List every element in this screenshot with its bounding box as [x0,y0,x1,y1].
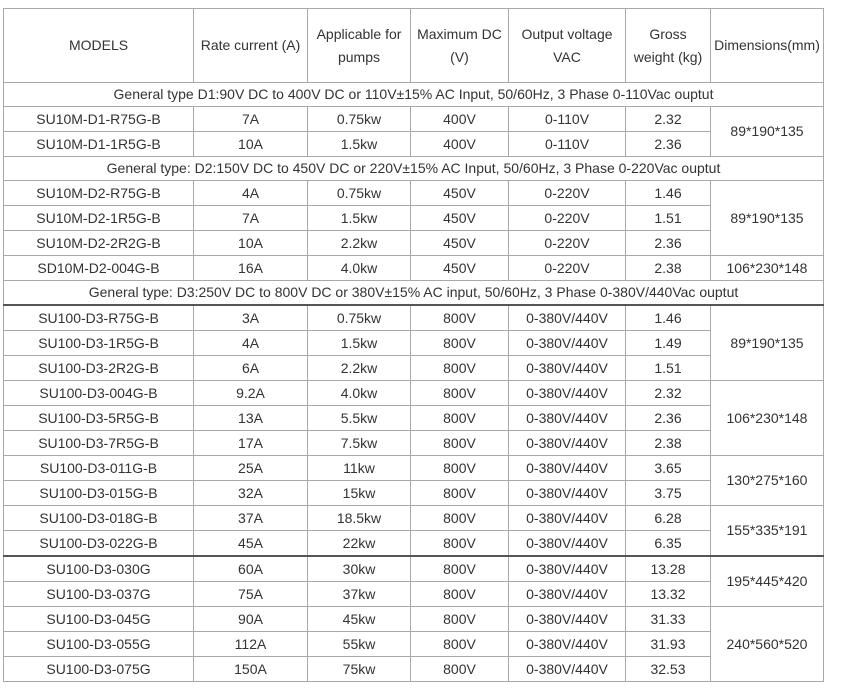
weight-cell: 2.32 [626,381,711,406]
pump-cell: 45kw [308,607,411,632]
output-cell: 0-220V [509,231,626,256]
weight-cell: 3.75 [626,481,711,506]
output-cell: 0-380V/440V [509,506,626,531]
model-cell: SU10M-D2-R75G-B [4,181,194,206]
pump-cell: 0.75kw [308,107,411,132]
max-dc-cell: 800V [411,531,509,557]
max-dc-cell: 800V [411,582,509,607]
output-cell: 0-380V/440V [509,607,626,632]
rate-cell: 45A [194,531,308,557]
rate-cell: 60A [194,556,308,582]
pump-cell: 30kw [308,556,411,582]
table-row [4,531,824,557]
pump-cell: 75kw [308,657,411,682]
output-cell: 0-380V/440V [509,456,626,481]
output-cell: 0-380V/440V [509,305,626,331]
weight-cell: 6.35 [626,531,711,557]
weight-cell: 13.32 [626,582,711,607]
table-row [4,582,824,607]
table-row [4,632,824,657]
rate-cell: 32A [194,481,308,506]
pump-cell: 2.2kw [308,356,411,381]
max-dc-cell: 800V [411,481,509,506]
weight-cell: 2.38 [626,431,711,456]
model-cell: SU10M-D2-2R2G-B [4,231,194,256]
pump-cell: 4.0kw [308,381,411,406]
model-cell: SU10M-D2-1R5G-B [4,206,194,231]
dimensions-cell: 130*275*160 [711,456,824,506]
max-dc-cell: 800V [411,305,509,331]
rate-cell: 4A [194,331,308,356]
rate-cell: 7A [194,107,308,132]
spec-table [3,8,824,682]
rate-cell: 150A [194,657,308,682]
rate-cell: 3A [194,305,308,331]
table-row [4,181,824,206]
rate-cell: 90A [194,607,308,632]
table-row [4,356,824,381]
pump-cell: 11kw [308,456,411,481]
output-cell: 0-110V [509,107,626,132]
pump-cell: 1.5kw [308,132,411,157]
max-dc-cell: 400V [411,107,509,132]
pump-cell: 18.5kw [308,506,411,531]
model-cell: SU10M-D1-R75G-B [4,107,194,132]
model-cell: SU100-D3-011G-B [4,456,194,481]
model-cell: SU100-D3-045G [4,607,194,632]
model-cell: SU100-D3-2R2G-B [4,356,194,381]
model-cell: SU100-D3-018G-B [4,506,194,531]
header-row [4,9,824,83]
max-dc-cell: 400V [411,132,509,157]
max-dc-cell: 800V [411,381,509,406]
table-row [4,481,824,506]
weight-cell: 31.93 [626,632,711,657]
weight-cell: 2.32 [626,107,711,132]
table-row [4,406,824,431]
model-cell: SU100-D3-015G-B [4,481,194,506]
output-cell: 0-220V [509,181,626,206]
model-cell: SD10M-D2-004G-B [4,256,194,281]
weight-cell: 2.36 [626,231,711,256]
model-cell: SU100-D3-037G [4,582,194,607]
max-dc-cell: 800V [411,506,509,531]
table-row [4,381,824,406]
header-rate-current: Rate current (A) [194,9,308,83]
rate-cell: 16A [194,256,308,281]
model-cell: SU100-D3-1R5G-B [4,331,194,356]
dimensions-cell: 106*230*148 [711,381,824,456]
model-cell: SU100-D3-7R5G-B [4,431,194,456]
pump-cell: 2.2kw [308,231,411,256]
rate-cell: 17A [194,431,308,456]
rate-cell: 9.2A [194,381,308,406]
pump-cell: 7.5kw [308,431,411,456]
pump-cell: 0.75kw [308,305,411,331]
dimensions-cell: 106*230*148 [711,256,824,281]
max-dc-cell: 800V [411,406,509,431]
weight-cell: 1.51 [626,206,711,231]
model-cell: SU100-D3-004G-B [4,381,194,406]
model-cell: SU100-D3-022G-B [4,531,194,557]
model-cell: SU10M-D1-1R5G-B [4,132,194,157]
group-title: General type D1:90V DC to 400V DC or 110V±15% AC Input, 50/60Hz, 3 Phase 0-110Vac ouptut [4,83,824,107]
weight-cell: 2.36 [626,406,711,431]
table-row [4,556,824,582]
pump-cell: 37kw [308,582,411,607]
pump-cell: 0.75kw [308,181,411,206]
header-applicable-pumps: Applicable for pumps [308,9,411,83]
output-cell: 0-380V/440V [509,657,626,682]
dimensions-cell: 89*190*135 [711,305,824,381]
dimensions-cell: 89*190*135 [711,181,824,256]
weight-cell: 31.33 [626,607,711,632]
weight-cell: 2.38 [626,256,711,281]
pump-cell: 55kw [308,632,411,657]
table-row [4,206,824,231]
group-title: General type: D3:250V DC to 800V DC or 380V±15% AC input, 50/60Hz, 3 Phase 0-380V/440Vac ouptut [4,281,824,306]
max-dc-cell: 800V [411,632,509,657]
pump-cell: 4.0kw [308,256,411,281]
pump-cell: 15kw [308,481,411,506]
max-dc-cell: 800V [411,331,509,356]
model-cell: SU100-D3-R75G-B [4,305,194,331]
output-cell: 0-380V/440V [509,331,626,356]
output-cell: 0-380V/440V [509,381,626,406]
output-cell: 0-380V/440V [509,632,626,657]
table-row [4,132,824,157]
table-row [4,506,824,531]
table-row [4,107,824,132]
max-dc-cell: 800V [411,356,509,381]
rate-cell: 7A [194,206,308,231]
weight-cell: 32.53 [626,657,711,682]
output-cell: 0-220V [509,256,626,281]
group-row-d1 [4,83,824,107]
max-dc-cell: 450V [411,181,509,206]
table-row [4,657,824,682]
max-dc-cell: 800V [411,657,509,682]
model-cell: SU100-D3-5R5G-B [4,406,194,431]
group-row-d2 [4,157,824,181]
rate-cell: 75A [194,582,308,607]
max-dc-cell: 450V [411,256,509,281]
group-title: General type: D2:150V DC to 450V DC or 220V±15% AC Input, 50/60Hz, 3 Phase 0-220Vac ouptut [4,157,824,181]
output-cell: 0-380V/440V [509,431,626,456]
output-cell: 0-380V/440V [509,481,626,506]
header-gross-weight: Gross weight (kg) [626,9,711,83]
max-dc-cell: 450V [411,231,509,256]
dimensions-cell: 155*335*191 [711,506,824,557]
max-dc-cell: 800V [411,607,509,632]
max-dc-cell: 800V [411,431,509,456]
rate-cell: 6A [194,356,308,381]
rate-cell: 25A [194,456,308,481]
weight-cell: 2.36 [626,132,711,157]
pump-cell: 1.5kw [308,331,411,356]
output-cell: 0-380V/440V [509,582,626,607]
max-dc-cell: 800V [411,556,509,582]
weight-cell: 6.28 [626,506,711,531]
rate-cell: 4A [194,181,308,206]
table-row [4,231,824,256]
weight-cell: 1.46 [626,305,711,331]
pump-cell: 22kw [308,531,411,557]
model-cell: SU100-D3-055G [4,632,194,657]
output-cell: 0-110V [509,132,626,157]
output-cell: 0-380V/440V [509,531,626,557]
table-row [4,305,824,331]
rate-cell: 37A [194,506,308,531]
table-row [4,456,824,481]
max-dc-cell: 450V [411,206,509,231]
weight-cell: 1.49 [626,331,711,356]
header-models: MODELS [4,9,194,83]
header-dimensions: Dimensions(mm) [711,9,824,83]
pump-cell: 5.5kw [308,406,411,431]
rate-cell: 10A [194,231,308,256]
table-row [4,331,824,356]
output-cell: 0-380V/440V [509,356,626,381]
table-row [4,256,824,281]
rate-cell: 112A [194,632,308,657]
header-output-voltage: Output voltage VAC [509,9,626,83]
weight-cell: 13.28 [626,556,711,582]
max-dc-cell: 800V [411,456,509,481]
output-cell: 0-380V/440V [509,556,626,582]
dimensions-cell: 240*560*520 [711,607,824,682]
table-row [4,431,824,456]
header-maximum-dc: Maximum DC (V) [411,9,509,83]
pump-cell: 1.5kw [308,206,411,231]
group-row-d3 [4,281,824,306]
dimensions-cell: 195*445*420 [711,556,824,607]
weight-cell: 1.51 [626,356,711,381]
dimensions-cell: 89*190*135 [711,107,824,157]
output-cell: 0-220V [509,206,626,231]
model-cell: SU100-D3-030G [4,556,194,582]
weight-cell: 3.65 [626,456,711,481]
model-cell: SU100-D3-075G [4,657,194,682]
table-row [4,607,824,632]
output-cell: 0-380V/440V [509,406,626,431]
rate-cell: 13A [194,406,308,431]
weight-cell: 1.46 [626,181,711,206]
rate-cell: 10A [194,132,308,157]
